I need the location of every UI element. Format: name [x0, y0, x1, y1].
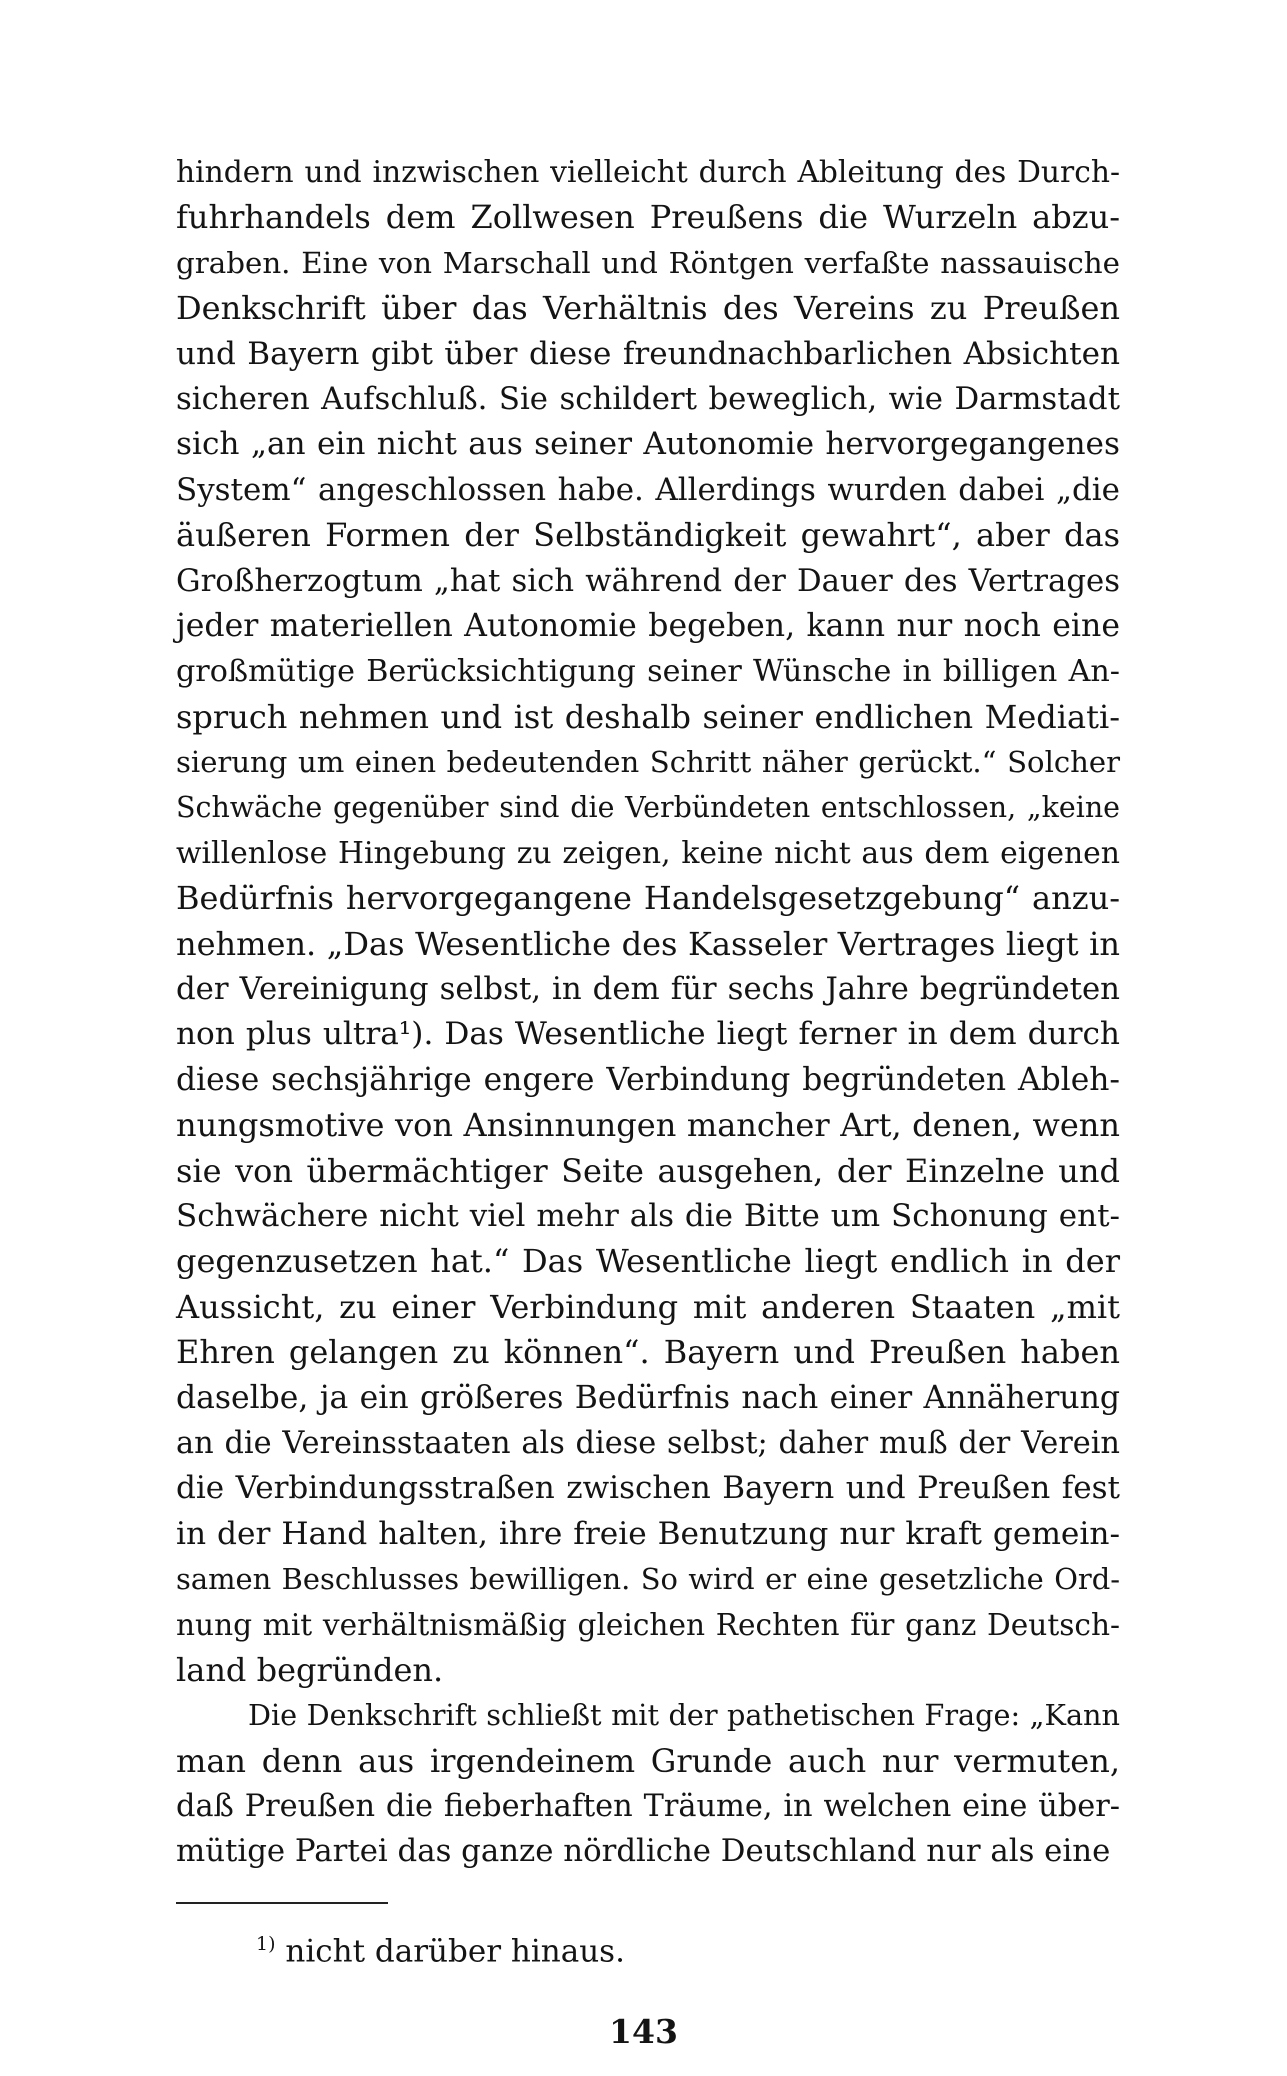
text-line: samen Beschlusses bewilligen. So wird er eine gesetzliche Ord- — [176, 1562, 1120, 1597]
text-line: spruch nehmen und ist deshalb seiner endlichen Mediati- — [176, 697, 1120, 736]
text-line: nehmen. „Das Wesentliche des Kasseler Vertrages liegt in — [176, 924, 1120, 963]
paragraph-2 — [176, 1693, 1120, 1875]
text-line: Die Denkschrift schließt mit der pathetischen Frage: „Kann — [248, 1698, 1120, 1733]
text-line: äußeren Formen der Selbständigkeit gewahrt“, aber das — [176, 516, 1120, 555]
text-line: Schwächere nicht viel mehr als die Bitte um Schonung ent- — [176, 1197, 1120, 1234]
footnote-marker: 1) — [256, 1933, 276, 1955]
text-line: sich „an ein nicht aus seiner Autonomie hervorgegangenes — [176, 426, 1120, 463]
text-line: jeder materiellen Autonomie begeben, kann nur noch eine — [176, 607, 1120, 644]
text-line: sicheren Aufschluß. Sie schildert beweglich, wie Darmstadt — [176, 380, 1120, 417]
text-line: Aussicht, zu einer Verbindung mit anderen Staaten „mit — [176, 1287, 1120, 1326]
text-line: diese sechsjährige engere Verbindung begründeten Ableh- — [176, 1061, 1120, 1098]
text-line: Bedürfnis hervorgegangene Handelsgesetzgebung“ anzu- — [176, 879, 1120, 918]
text-line: in der Hand halten, ihre freie Benutzung nur kraft gemein- — [176, 1515, 1120, 1552]
text-line: nung mit verhältnismäßig gleichen Rechten für ganz Deutsch- — [176, 1607, 1120, 1642]
text-line: der Vereinigung selbst, in dem für sechs Jahre begründeten — [176, 971, 1120, 1008]
text-line: daß Preußen die fieberhaften Träume, in welchen eine über- — [176, 1789, 1120, 1825]
text-line: Schwäche gegenüber sind die Verbündeten entschlossen, „keine — [176, 791, 1120, 825]
text-line: Denkschrift über das Verhältnis des Vereins zu Preußen — [176, 289, 1120, 328]
text-line: graben. Eine von Marschall und Röntgen verfaßte nassauische — [176, 245, 1120, 280]
footnote — [256, 1924, 625, 1971]
text-line: Ehren gelangen zu können“. Bayern und Preußen haben — [176, 1333, 1120, 1372]
text-line: sie von übermächtiger Seite ausgehen, der Einzelne und — [176, 1151, 1120, 1190]
text-line: fuhrhandels dem Zollwesen Preußens die Wurzeln abzu- — [176, 198, 1120, 237]
text-line: an die Vereinsstaaten als diese selbst; daher muß der Verein — [176, 1425, 1120, 1461]
text-line: non plus ultra¹). Das Wesentliche liegt ferner in dem durch — [176, 1016, 1120, 1053]
text-line: man denn aus irgendeinem Grunde auch nur vermuten, — [176, 1741, 1120, 1780]
paragraph-1 — [176, 150, 1120, 1693]
text-line: Großherzogtum „hat sich während der Dauer des Vertrages — [176, 562, 1120, 599]
text-line: und Bayern gibt über diese freundnachbarlichen Absichten — [176, 335, 1120, 372]
text-line: großmütige Berücksichtigung seiner Wünsche in billigen An- — [176, 654, 1120, 690]
text-line: sierung um einen bedeutenden Schritt näher gerückt.“ Solcher — [176, 745, 1120, 780]
text-line: daselbe, ja ein größeres Bedürfnis nach einer Annäherung — [176, 1379, 1120, 1416]
text-line: mütige Partei das ganze nördliche Deutschland nur als eine — [176, 1833, 1111, 1870]
page-number: 143 — [609, 2012, 678, 2051]
text-line: hindern und inzwischen vielleicht durch Ableitung des Durch- — [176, 155, 1120, 190]
text-line: land begründen. — [176, 1650, 444, 1689]
footnote-text: nicht darüber hinaus. — [285, 1933, 625, 1970]
body-text — [176, 150, 1120, 1875]
text-line: System“ angeschlossen habe. Allerdings wurden dabei „die — [176, 471, 1120, 508]
text-line: gegenzusetzen hat.“ Das Wesentliche liegt endlich in der — [176, 1242, 1120, 1281]
text-line: nungsmotive von Ansinnungen mancher Art, denen, wenn — [176, 1106, 1120, 1145]
text-line: die Verbindungsstraßen zwischen Bayern und Preußen fest — [176, 1470, 1120, 1507]
footnote-divider — [176, 1902, 388, 1904]
text-line: willenlose Hingebung zu zeigen, keine nicht aus dem eigenen — [176, 835, 1120, 871]
